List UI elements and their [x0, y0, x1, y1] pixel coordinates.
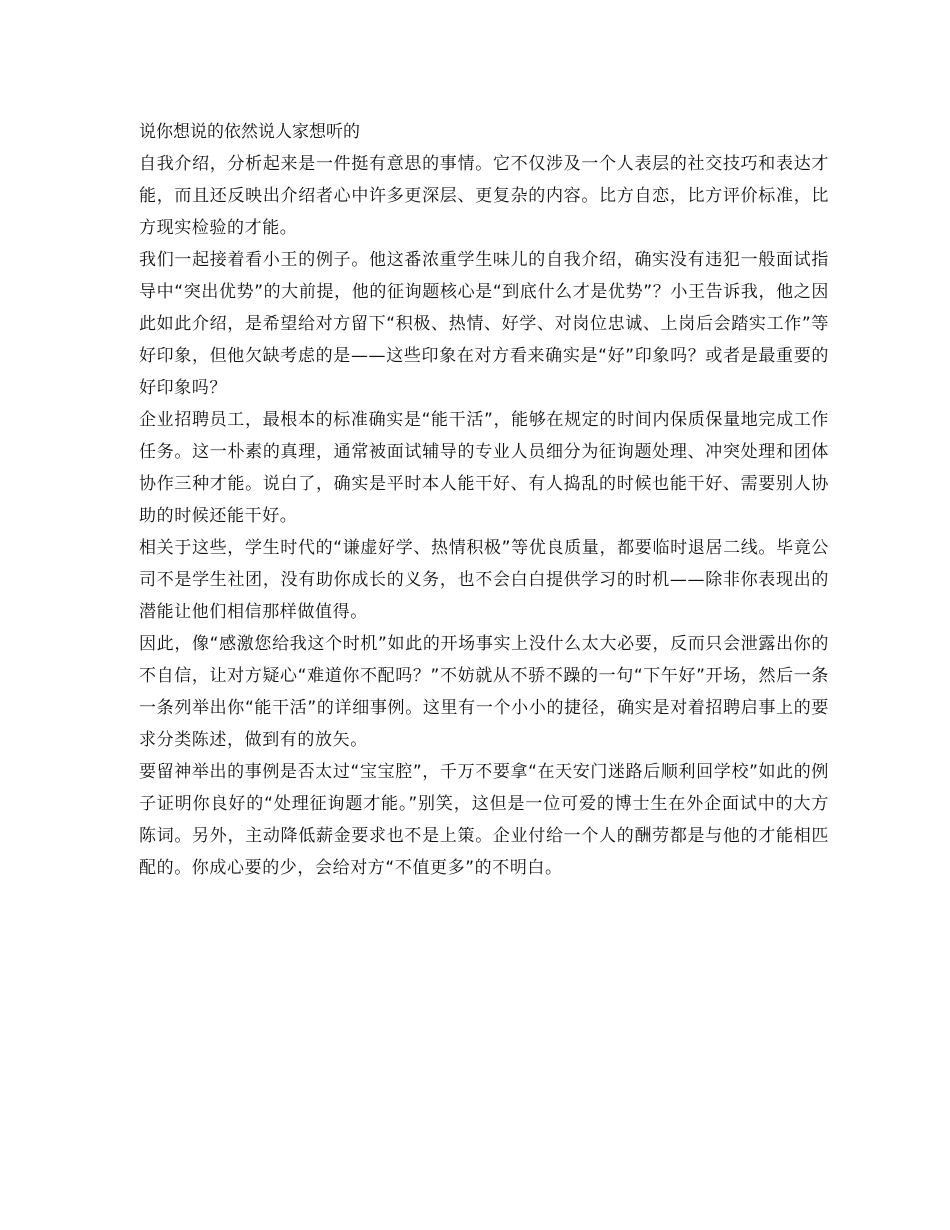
paragraph-student-qualities: 相关于这些，学生时代的“谦虚好学、热情积极”等优良质量，都要临时退居二线。毕竟公司不是学生社团，没有助你成长的义务，也不会白白提供学习的时机——除非你表现出的潜能让他们相信那样做值得。	[139, 538, 829, 622]
paragraph-opening-advice: 因此，像“感激您给我这个时机”如此的开场事实上没什么太大必要，反而只会泄露出你的不自信，让对方疑心“难道你不配吗？”不妨就从不骄不躁的一句“下午好”开场，然后一条一条列举出你“能干活”的详细事例。这里有一个小小的捷径，确实是对着招聘启事上的要求分类陈述，做到有的放矢。	[139, 634, 829, 750]
document-body	[139, 116, 829, 884]
paragraph-xiaowang-example: 我们一起接着看小王的例子。他这番浓重学生味儿的自我介绍，确实没有违犯一般面试指导中“突出优势”的大前提，他的征询题核心是“到底什么才是优势”？小王告诉我，他之因此如此介绍，是希望给对方留下“积极、热情、好学、对岗位忠诚、上岗后会踏实工作”等好印象，但他欠缺考虑的是——这些印象在对方看来确实是“好”印象吗？或者是最重要的好印象吗？	[139, 250, 829, 398]
paragraph-examples-and-salary: 要留神举出的事例是否太过“宝宝腔”，千万不要拿“在天安门迷路后顺利回学校”如此的例子证明你良好的“处理征询题才能。”别笑，这但是一位可爱的博士生在外企面试中的大方陈词。另外，主动降低薪金要求也不是上策。企业付给一个人的酬劳都是与他的才能相匹配的。你成心要的少，会给对方“不值更多”的不明白。	[139, 762, 829, 878]
paragraph-hiring-standard: 企业招聘员工，最根本的标准确实是“能干活”，能够在规定的时间内保质保量地完成工作任务。这一朴素的真理，通常被面试辅导的专业人员细分为征询题处理、冲突处理和团体协作三种才能。说白了，确实是平时本人能干好、有人捣乱的时候也能干好、需要别人协助的时候还能干好。	[139, 410, 829, 526]
paragraph-self-introduction: 自我介绍，分析起来是一件挺有意思的事情。它不仅涉及一个人表层的社交技巧和表达才能，而且还反映出介绍者心中许多更深层、更复杂的内容。比方自恋，比方评价标准，比方现实检验的才能。	[139, 154, 829, 238]
document-title: 说你想说的依然说人家想听的	[139, 122, 360, 142]
